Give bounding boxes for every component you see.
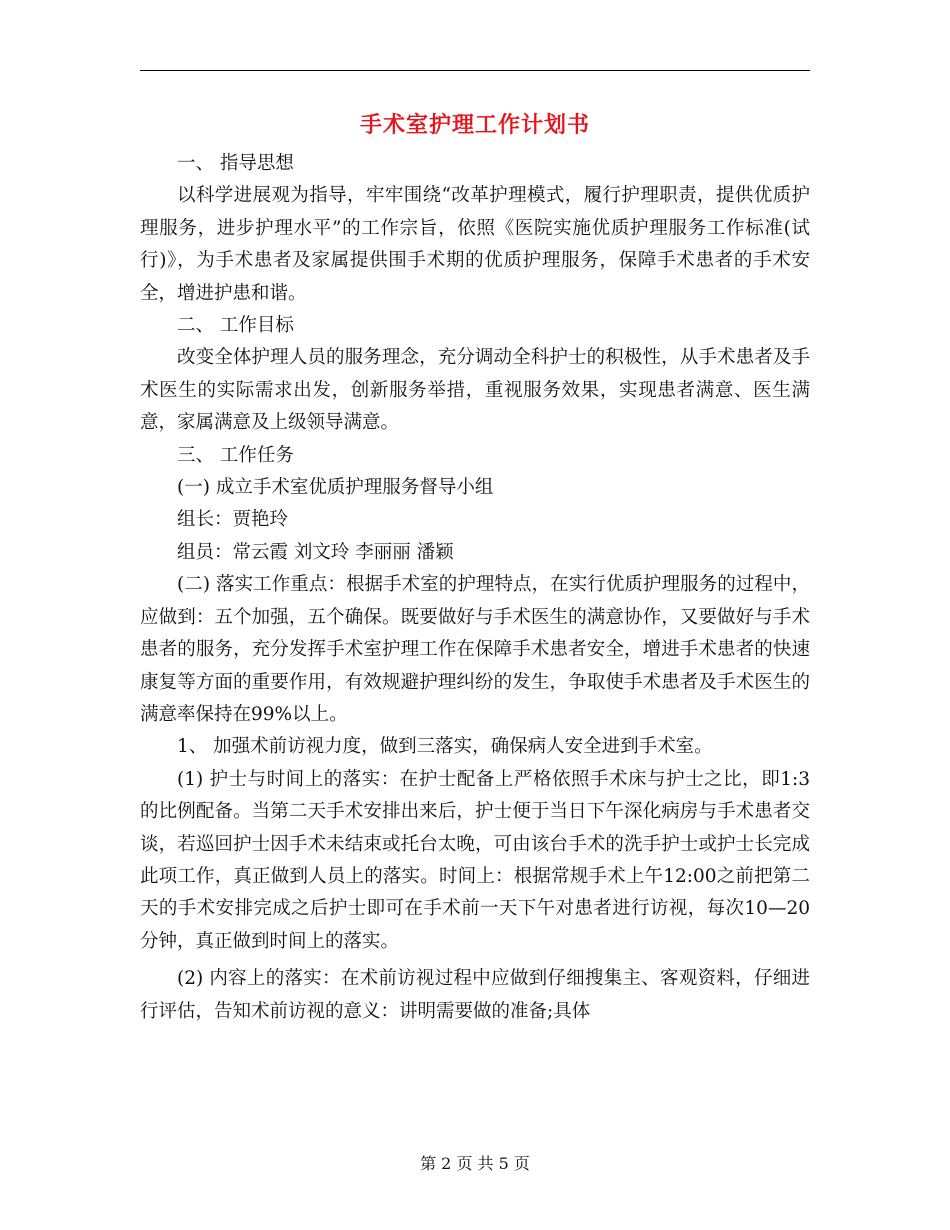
section-heading-work-goals: 二、 工作目标 — [177, 315, 294, 337]
document-title: 手术室护理工作计划书 — [359, 112, 590, 138]
paragraph-work-focus: (二) 落实工作重点：根据手术室的护理特点，在实行优质护理服务的过程中，应做到：五个加强，五个确保。既要做好与手术医生的满意协作，又要做好与手术患者的服务，充分发挥手术室护理工作在保障手术患者安全，增进手术患者的快速康复等方面的重要作用，有效规避护理纠纷的发生，争取使手术患者及手术医生的满意率保持在99%以上。 — [140, 574, 810, 725]
header-rule — [140, 70, 810, 71]
paragraph-work-goals: 改变全体护理人员的服务理念，充分调动全科护士的积极性，从手术患者及手术医生的实际需求出发，创新服务举措，重视服务效果，实现患者满意、医生满意，家属满意及上级领导满意。 — [140, 347, 810, 434]
page-footer: 第 2 页 共 5 页 — [420, 1154, 530, 1173]
subheading-supervision-group: (一) 成立手术室优质护理服务督导小组 — [177, 477, 494, 499]
paragraph-content-implementation: (2) 内容上的落实：在术前访视过程中应做到仔细搜集主、客观资料，仔细进行评估，告知术前访视的意义：讲明需要做的准备;具体 — [140, 968, 810, 1022]
paragraph-group-leader: 组长：贾艳玲 — [177, 509, 289, 531]
section-heading-work-tasks: 三、 工作任务 — [177, 444, 294, 466]
document-body — [140, 148, 810, 1028]
paragraph-staff-time: (1) 护士与时间上的落实：在护士配备上严格依照手术床与护士之比，即1:3的比例配备。当第二天手术安排出来后，护士便于当日下午深化病房与手术患者交谈，若巡回护士因手术未结束或托台太晚，可由该台手术的洗手护士或护士长完成此项工作，真正做到人员上的落实。时间上：根据常规手术上午12:00之前把第二天的手术安排完成之后护士即可在手术前一天下午对患者进行访视，每次10—20分钟，真正做到时间上的落实。 — [140, 768, 810, 952]
paragraph-group-members: 组员：常云霞 刘文玲 李丽丽 潘颖 — [177, 541, 454, 563]
paragraph-preop-visit: 1、 加强术前访视力度，做到三落实，确保病人安全进到手术室。 — [177, 736, 713, 758]
section-heading-guiding-ideology: 一、 指导思想 — [177, 153, 294, 174]
paragraph-guiding-ideology: 以科学进展观为指导，牢牢围绕“改革护理模式，履行护理职责，提供优质护理服务，进步护理水平”的工作宗旨，依照《医院实施优质护理服务工作标准(试行)》，为手术患者及家属提供围手术期的优质护理服务，保障手术患者的手术安全，增进护患和谐。 — [140, 185, 810, 304]
